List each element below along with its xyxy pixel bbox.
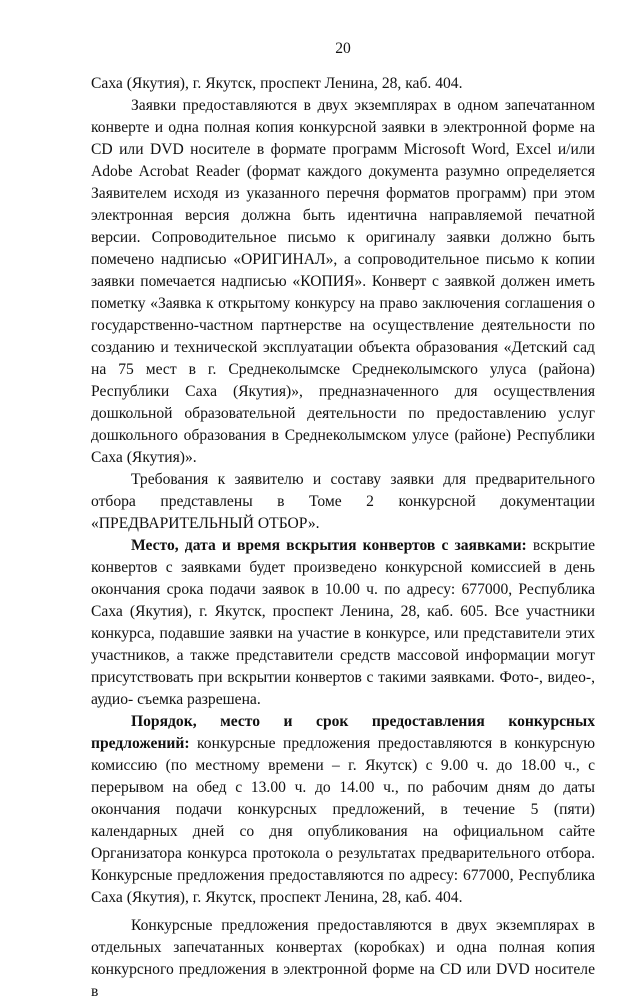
document-page <box>91 38 595 1003</box>
paragraph-proposal-copies: Конкурсные предложения предоставляются в двух экземплярах в отдельных запечатанных конвертах (коробках) и одна полная копия конкурсного предложения в электронной форме на CD или DVD носителе в <box>91 917 595 1000</box>
heading-proposal-procedure: Порядок, место и срок предоставления конкурсных предложений: <box>91 713 595 752</box>
paragraph-applicant-requirements: Требования к заявителю и составу заявки для предварительного отбора представлены в Томе 2 конкурсной документации «ПРЕДВАРИТЕЛЬНЫЙ ОТБОР». <box>91 471 595 532</box>
text-proposal-procedure: конкурсные предложения предоставляются в конкурсную комиссию (по местному времени – г. Якутск) с 9.00 ч. до 18.00 ч., с перерывом на обед с 13.00 ч. до 14.00 ч., по рабочим дням до даты окончания подачи конкурсных предложений, в течение 5 (пяти) календарных дней со дня опубликования на официальном сайте Организатора конкурса протокола о результатах предварительного отбора. Конкурсные предложения предоставляются по адресу: 677000, Республика Саха (Якутия), г. Якутск, проспект Ленина, 28, каб. 404. <box>91 735 595 906</box>
paragraph-proposal-procedure <box>91 711 595 909</box>
heading-envelope-opening: Место, дата и время вскрытия конвертов с заявками: <box>131 537 527 554</box>
paragraph-envelope-opening <box>91 535 595 711</box>
paragraph-address-continuation: Саха (Якутия), г. Якутск, проспект Ленина, 28, каб. 404. <box>91 75 463 92</box>
paragraph-application-submission: Заявки предоставляются в двух экземплярах в одном запечатанном конверте и одна полная копия конкурсной заявки в электронной форме на CD или DVD носителе в формате программ Microsoft Word, Excel и/или Adobe Acrobat Reader (формат каждого документа разумно определяется Заявителем исходя из указанного перечня форматов программ) при этом электронная версия должна быть идентична направляемой печатной версии. Сопроводительное письмо к оригиналу заявки должно быть помечено надписью «ОРИГИНАЛ», а сопроводительное письмо к копии заявки помечается надписью «КОПИЯ». Конверт с заявкой должен иметь пометку «Заявка к открытому конкурсу на право заключения соглашения о государственно-частном партнерстве на осуществление деятельности по созданию и технической эксплуатации объекта образования «Детский сад на 75 мест в г. Среднеколымске Среднеколымского улуса (района) Республики Саха (Якутия)», предназначенного для осуществления дошкольной образовательной деятельности по предоставлению услуг дошкольного образования в Среднеколымском улусе (районе) Республики Саха (Якутия)». <box>91 97 595 466</box>
page-number: 20 <box>335 40 351 57</box>
text-envelope-opening: вскрытие конвертов с заявками будет произведено конкурсной комиссией в день окончания срока подачи заявок в 10.00 ч. по адресу: 677000, Республика Саха (Якутия), г. Якутск, проспект Ленина, 28, каб. 605. Все участники конкурса, подавшие заявки на участие в конкурсе, или представители этих участников, а также представители средств массовой информации могут присутствовать при вскрытии конвертов с такими заявками. Фото-, видео-, аудио- съемка разрешена. <box>91 537 595 708</box>
